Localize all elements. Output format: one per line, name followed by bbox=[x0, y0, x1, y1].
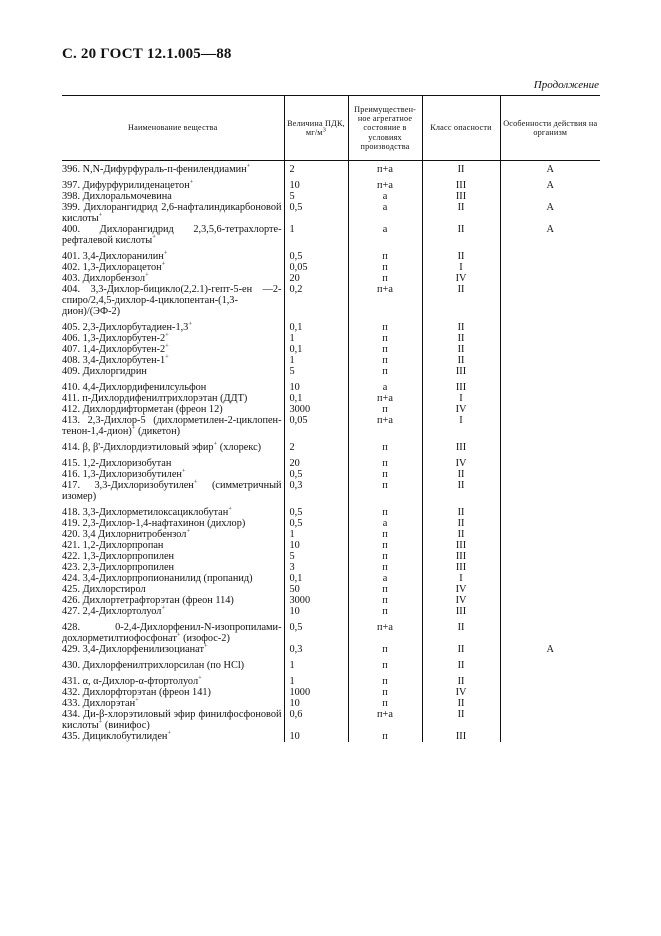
aggregate-state-cell: п bbox=[348, 540, 422, 551]
table-row bbox=[62, 262, 600, 273]
effect-cell bbox=[500, 355, 600, 366]
table-row bbox=[62, 655, 600, 671]
table-row bbox=[62, 377, 600, 393]
pdk-value-cell: 0,5 bbox=[284, 617, 348, 644]
aggregate-state-cell: а bbox=[348, 202, 422, 224]
hazard-class-cell: II bbox=[422, 617, 500, 644]
aggregate-state-cell: п bbox=[348, 344, 422, 355]
substance-name-cell: 422. 1,3-Дихлорпропилен bbox=[62, 551, 175, 562]
substance-name-cell: 423. 2,3-Дихлорпропилен bbox=[62, 562, 175, 573]
pdk-value-cell: 2 bbox=[284, 437, 348, 453]
substance-name-cell: 416. 1,3-Дихлоризобутилен+ bbox=[62, 467, 186, 480]
aggregate-state-cell: п+а bbox=[348, 617, 422, 644]
pdk-value-cell: 0,1 bbox=[284, 317, 348, 333]
hazard-class-cell: III bbox=[422, 562, 500, 573]
effect-cell bbox=[500, 366, 600, 377]
effect-cell bbox=[500, 529, 600, 540]
table-row bbox=[62, 709, 600, 731]
aggregate-state-cell: п bbox=[348, 562, 422, 573]
aggregate-state-cell: п bbox=[348, 437, 422, 453]
table-row bbox=[62, 355, 600, 366]
aggregate-state-cell: п bbox=[348, 366, 422, 377]
substance-name-cell: 405. 2,3-Дихлорбутадиен-1,3+ bbox=[62, 320, 193, 333]
hazard-class-cell: III bbox=[422, 437, 500, 453]
hazard-class-cell: I bbox=[422, 393, 500, 404]
pdk-value-cell: 3000 bbox=[284, 595, 348, 606]
pdk-value-cell: 1000 bbox=[284, 687, 348, 698]
substance-name-cell: 435. Дициклобутилиден+ bbox=[62, 729, 172, 742]
aggregate-state-cell: п+а bbox=[348, 284, 422, 317]
table-row bbox=[62, 333, 600, 344]
hazard-class-cell: IV bbox=[422, 273, 500, 284]
pdk-value-cell: 0,1 bbox=[284, 393, 348, 404]
aggregate-state-cell: п bbox=[348, 246, 422, 262]
pdk-value-cell: 1 bbox=[284, 655, 348, 671]
table-row bbox=[62, 518, 600, 529]
aggregate-state-cell: п bbox=[348, 355, 422, 366]
pdk-value-cell: 3000 bbox=[284, 404, 348, 415]
aggregate-state-cell: п+а bbox=[348, 709, 422, 731]
substance-name-cell: 418. 3,3-Дихлорметилоксациклобутан+ bbox=[62, 505, 232, 518]
pdk-value-cell: 10 bbox=[284, 175, 348, 191]
substance-name-cell: 424. 3,4-Дихлорпропионанилид (пропанид) bbox=[62, 573, 253, 584]
aggregate-state-cell: п bbox=[348, 529, 422, 540]
effect-cell bbox=[500, 655, 600, 671]
substance-name-cell: 406. 1,3-Дихлорбутен-2+ bbox=[62, 331, 169, 344]
pdk-value-cell: 5 bbox=[284, 191, 348, 202]
table-row bbox=[62, 366, 600, 377]
pdk-value-cell: 0,1 bbox=[284, 573, 348, 584]
substance-name-cell: 403. Дихлорбензол+ bbox=[62, 271, 149, 284]
hazard-class-cell: II bbox=[422, 224, 500, 246]
aggregate-state-cell: п bbox=[348, 502, 422, 518]
pdk-value-cell: 1 bbox=[284, 333, 348, 344]
table-row bbox=[62, 437, 600, 453]
table-row bbox=[62, 644, 600, 655]
pdk-value-cell: 0,5 bbox=[284, 502, 348, 518]
table-row bbox=[62, 161, 600, 176]
table-row bbox=[62, 393, 600, 404]
hazard-class-cell: II bbox=[422, 698, 500, 709]
aggregate-state-cell: п bbox=[348, 655, 422, 671]
substance-name-cell: 407. 1,4-Дихлорбутен-2+ bbox=[62, 342, 169, 355]
hazard-class-cell: II bbox=[422, 246, 500, 262]
effect-cell bbox=[500, 344, 600, 355]
table-row bbox=[62, 284, 600, 317]
table-row bbox=[62, 551, 600, 562]
substance-name-cell: 397. Дифурфурилиденацетон+ bbox=[62, 178, 194, 191]
substance-name-cell: 399. Дихлорангидрид 2,6-нафталиндикарбоновой кислоты+ bbox=[62, 202, 282, 224]
pdk-value-cell: 0,5 bbox=[284, 518, 348, 529]
hazard-class-cell: II bbox=[422, 671, 500, 687]
table-row bbox=[62, 453, 600, 469]
table-row bbox=[62, 480, 600, 502]
table-row bbox=[62, 224, 600, 246]
hazard-class-cell: II bbox=[422, 355, 500, 366]
hazard-class-cell: II bbox=[422, 344, 500, 355]
pdk-value-cell: 0,5 bbox=[284, 469, 348, 480]
pdk-value-cell: 10 bbox=[284, 731, 348, 742]
hazard-class-cell: III bbox=[422, 731, 500, 742]
hazard-class-cell: IV bbox=[422, 595, 500, 606]
aggregate-state-cell: п bbox=[348, 404, 422, 415]
aggregate-state-cell: п bbox=[348, 698, 422, 709]
table-row bbox=[62, 584, 600, 595]
substance-name-cell: 400. Дихлорангидрид 2,3,5,6-тетрахлортерефталевой кислоты+ bbox=[62, 224, 282, 246]
effect-cell bbox=[500, 551, 600, 562]
effect-cell bbox=[500, 437, 600, 453]
hazard-class-cell: II bbox=[422, 317, 500, 333]
substance-name-cell: 409. Дихлоргидрин bbox=[62, 366, 147, 377]
table-row bbox=[62, 469, 600, 480]
effect-cell bbox=[500, 698, 600, 709]
effect-cell bbox=[500, 562, 600, 573]
substance-name-cell: 410. 4,4-Дихлордифенилсульфон bbox=[62, 382, 207, 393]
effect-cell bbox=[500, 731, 600, 742]
pdk-value-cell: 5 bbox=[284, 551, 348, 562]
effect-cell bbox=[500, 333, 600, 344]
effect-cell bbox=[500, 709, 600, 731]
aggregate-state-cell: п bbox=[348, 687, 422, 698]
table-row bbox=[62, 698, 600, 709]
table-row bbox=[62, 540, 600, 551]
table-row bbox=[62, 687, 600, 698]
table-row bbox=[62, 191, 600, 202]
aggregate-state-cell: п bbox=[348, 731, 422, 742]
effect-cell bbox=[500, 595, 600, 606]
effect-cell bbox=[500, 617, 600, 644]
table-row bbox=[62, 273, 600, 284]
effect-cell: А bbox=[500, 161, 600, 176]
substance-name-cell: 408. 3,4-Дихлорбутен-1+ bbox=[62, 353, 169, 366]
table-row bbox=[62, 671, 600, 687]
pdk-value-cell: 0,6 bbox=[284, 709, 348, 731]
pdk-value-cell: 0,5 bbox=[284, 246, 348, 262]
hazard-class-cell: I bbox=[422, 262, 500, 273]
substance-name-cell: 419. 2,3-Дихлор-1,4-нафтахинон (дихлор) bbox=[62, 518, 246, 529]
table-row bbox=[62, 606, 600, 617]
aggregate-state-cell: п bbox=[348, 453, 422, 469]
effect-cell: А bbox=[500, 202, 600, 224]
hazard-class-cell: I bbox=[422, 415, 500, 437]
effect-cell: А bbox=[500, 175, 600, 191]
pdk-value-cell: 10 bbox=[284, 377, 348, 393]
substance-name-cell: 431. α, α-Дихлор-α-фтортолуол+ bbox=[62, 674, 202, 687]
hazard-class-cell: II bbox=[422, 655, 500, 671]
effect-cell bbox=[500, 584, 600, 595]
table-row bbox=[62, 529, 600, 540]
hazard-class-cell: III bbox=[422, 377, 500, 393]
aggregate-state-cell: п+а bbox=[348, 161, 422, 176]
aggregate-state-cell: п bbox=[348, 606, 422, 617]
substance-name-cell: 426. Дихлортетрафторэтан (фреон 114) bbox=[62, 595, 234, 606]
hazard-class-cell: II bbox=[422, 202, 500, 224]
substance-name-cell: 425. Дихлорстирол bbox=[62, 584, 146, 595]
table-row bbox=[62, 415, 600, 437]
aggregate-state-cell: п bbox=[348, 584, 422, 595]
pdk-value-cell: 0,1 bbox=[284, 344, 348, 355]
substance-name-cell: 413. 2,3-Дихлор-5 (дихлорметилен-2-циклопен-тенон-1,4-дион)+ (дикетон) bbox=[62, 415, 282, 437]
col-header-effect: Особенности действия на организм bbox=[500, 96, 600, 161]
pdk-value-cell: 1 bbox=[284, 224, 348, 246]
col-header-pdk-text: Величина ПДК, $мг/м^3$ bbox=[287, 118, 345, 137]
col-header-name: Наименование вещества bbox=[62, 96, 284, 161]
effect-cell bbox=[500, 317, 600, 333]
effect-cell bbox=[500, 687, 600, 698]
hazard-class-cell: IV bbox=[422, 404, 500, 415]
hazard-class-cell: II bbox=[422, 644, 500, 655]
effect-cell bbox=[500, 518, 600, 529]
effect-cell bbox=[500, 480, 600, 502]
continuation-label: Продолжение bbox=[533, 79, 599, 91]
effect-cell bbox=[500, 284, 600, 317]
substance-name-cell: 420. 3,4 Дихлорнитробензол+ bbox=[62, 527, 191, 540]
effect-cell bbox=[500, 606, 600, 617]
effect-cell bbox=[500, 273, 600, 284]
substance-name-cell: 404. 3,3-Дихлор-бицикло(2,2.1)-гепт-5-ен —2-спиро/2,4,5-дихлор-4-циклопентан-(1,3-дион)/(ЭФ-2) bbox=[62, 284, 282, 317]
substance-name-cell: 415. 1,2-Дихлоризобутан bbox=[62, 458, 172, 469]
hazard-class-cell: II bbox=[422, 161, 500, 176]
hazard-class-cell: III bbox=[422, 540, 500, 551]
aggregate-state-cell: а bbox=[348, 191, 422, 202]
aggregate-state-cell: п bbox=[348, 469, 422, 480]
table-row bbox=[62, 317, 600, 333]
hazard-class-cell: III bbox=[422, 551, 500, 562]
pdk-value-cell: 0,05 bbox=[284, 262, 348, 273]
effect-cell bbox=[500, 415, 600, 437]
table-row bbox=[62, 562, 600, 573]
hazard-class-cell: I bbox=[422, 573, 500, 584]
pdk-value-cell: 1 bbox=[284, 355, 348, 366]
table-row bbox=[62, 595, 600, 606]
aggregate-state-cell: а bbox=[348, 573, 422, 584]
pdk-value-cell: 10 bbox=[284, 540, 348, 551]
hazard-class-cell: III bbox=[422, 366, 500, 377]
pdk-value-cell: 10 bbox=[284, 698, 348, 709]
hazard-class-cell: III bbox=[422, 606, 500, 617]
effect-cell bbox=[500, 393, 600, 404]
hazard-class-cell: II bbox=[422, 529, 500, 540]
substance-name-cell: 430. Дихлорфенилтрихлорсилан (по HCl) bbox=[62, 660, 245, 671]
table-row bbox=[62, 404, 600, 415]
substance-name-cell: 417. 3,3-Дихлоризобутилен+ (симметричный изомер) bbox=[62, 478, 282, 502]
hazard-class-cell: II bbox=[422, 480, 500, 502]
pdk-value-cell: 3 bbox=[284, 562, 348, 573]
page-header: С. 20 ГОСТ 12.1.005—88 bbox=[62, 46, 232, 62]
substance-name-cell: 411. п-Дихлордифенилтрихлорэтан (ДДТ) bbox=[62, 393, 248, 404]
substance-name-cell: 401. 3,4-Дихлоранилин+ bbox=[62, 249, 168, 262]
aggregate-state-cell: п+а bbox=[348, 415, 422, 437]
hazard-class-cell: III bbox=[422, 191, 500, 202]
hazard-class-cell: IV bbox=[422, 584, 500, 595]
table-header-row bbox=[62, 96, 600, 161]
hazard-class-cell: III bbox=[422, 175, 500, 191]
table-row bbox=[62, 617, 600, 644]
effect-cell bbox=[500, 404, 600, 415]
table-row bbox=[62, 246, 600, 262]
substance-name-cell: 428. 0-2,4-Дихлорфенил-N-изопропиламидохлорметилтиофосфонат+ (изофос-2) bbox=[62, 622, 282, 644]
pdk-value-cell: 0,5 bbox=[284, 202, 348, 224]
pdk-value-cell: 1 bbox=[284, 671, 348, 687]
pdk-value-cell: 5 bbox=[284, 366, 348, 377]
substance-name-cell: 427. 2,4-Дихлортолуол+ bbox=[62, 604, 166, 617]
aggregate-state-cell: п+а bbox=[348, 175, 422, 191]
pdk-value-cell: 20 bbox=[284, 273, 348, 284]
pdk-value-cell: 0,2 bbox=[284, 284, 348, 317]
effect-cell bbox=[500, 262, 600, 273]
table-row bbox=[62, 175, 600, 191]
hazard-class-cell: IV bbox=[422, 687, 500, 698]
pdk-value-cell: 50 bbox=[284, 584, 348, 595]
substance-name-cell: 429. 3,4-Дихлорфенилизоцианат+ bbox=[62, 642, 208, 655]
table-row bbox=[62, 731, 600, 742]
effect-cell bbox=[500, 246, 600, 262]
hazard-class-cell: II bbox=[422, 518, 500, 529]
substance-name-cell: 432. Дихлорфторэтан (фреон 141) bbox=[62, 687, 211, 698]
effect-cell bbox=[500, 469, 600, 480]
hazard-class-cell: II bbox=[422, 284, 500, 317]
aggregate-state-cell: п bbox=[348, 671, 422, 687]
table-row bbox=[62, 502, 600, 518]
effect-cell bbox=[500, 502, 600, 518]
substance-name-cell: 421. 1,2-Дихлорпропан bbox=[62, 540, 164, 551]
aggregate-state-cell: п+а bbox=[348, 393, 422, 404]
hazard-class-cell: II bbox=[422, 502, 500, 518]
table-body bbox=[62, 161, 600, 743]
aggregate-state-cell: п bbox=[348, 644, 422, 655]
pdk-value-cell: 0,3 bbox=[284, 480, 348, 502]
table-row bbox=[62, 202, 600, 224]
effect-cell bbox=[500, 191, 600, 202]
hazard-class-cell: IV bbox=[422, 453, 500, 469]
substance-name-cell: 414. β, β'-Дихлордиэтиловый эфир+ (хлорекс) bbox=[62, 440, 262, 453]
pdk-value-cell: 20 bbox=[284, 453, 348, 469]
effect-cell: А bbox=[500, 644, 600, 655]
effect-cell bbox=[500, 573, 600, 584]
aggregate-state-cell: п bbox=[348, 595, 422, 606]
pdk-value-cell: 10 bbox=[284, 606, 348, 617]
pdk-value-cell: 2 bbox=[284, 161, 348, 176]
col-header-state: Преимущественное агрегатное состояние в условиях производства bbox=[348, 96, 422, 161]
pdk-value-cell: 1 bbox=[284, 529, 348, 540]
effect-cell bbox=[500, 453, 600, 469]
aggregate-state-cell: п bbox=[348, 262, 422, 273]
pdk-value-cell: 0,3 bbox=[284, 644, 348, 655]
substance-name-cell: 433. Дихлорэтан+ bbox=[62, 696, 139, 709]
aggregate-state-cell: п bbox=[348, 480, 422, 502]
substance-name-cell: 412. Дихлордифторметан (фреон 12) bbox=[62, 404, 223, 415]
aggregate-state-cell: п bbox=[348, 273, 422, 284]
aggregate-state-cell: п bbox=[348, 551, 422, 562]
hazard-class-cell: II bbox=[422, 709, 500, 731]
substance-name-cell: 402. 1,3-Дихлорацетон+ bbox=[62, 260, 166, 273]
table-row bbox=[62, 344, 600, 355]
substance-name-cell: 396. N,N-Дифурфураль-п-фенилендиамин+ bbox=[62, 162, 251, 175]
substances-table bbox=[62, 95, 600, 742]
effect-cell bbox=[500, 540, 600, 551]
aggregate-state-cell: п bbox=[348, 317, 422, 333]
substance-name-cell: 398. Дихлоральмочевина bbox=[62, 191, 172, 202]
aggregate-state-cell: а bbox=[348, 518, 422, 529]
aggregate-state-cell: а bbox=[348, 377, 422, 393]
hazard-class-cell: II bbox=[422, 469, 500, 480]
col-header-pdk bbox=[284, 96, 348, 161]
effect-cell: А bbox=[500, 224, 600, 246]
aggregate-state-cell: п bbox=[348, 333, 422, 344]
aggregate-state-cell: а bbox=[348, 224, 422, 246]
effect-cell bbox=[500, 671, 600, 687]
table-row bbox=[62, 573, 600, 584]
hazard-class-cell: II bbox=[422, 333, 500, 344]
substance-name-cell: 434. Ди-β-хлорэтиловый эфир финилфосфоновой кислоты+ (винифос) bbox=[62, 709, 282, 731]
col-header-class: Класс опасности bbox=[422, 96, 500, 161]
pdk-value-cell: 0,05 bbox=[284, 415, 348, 437]
effect-cell bbox=[500, 377, 600, 393]
